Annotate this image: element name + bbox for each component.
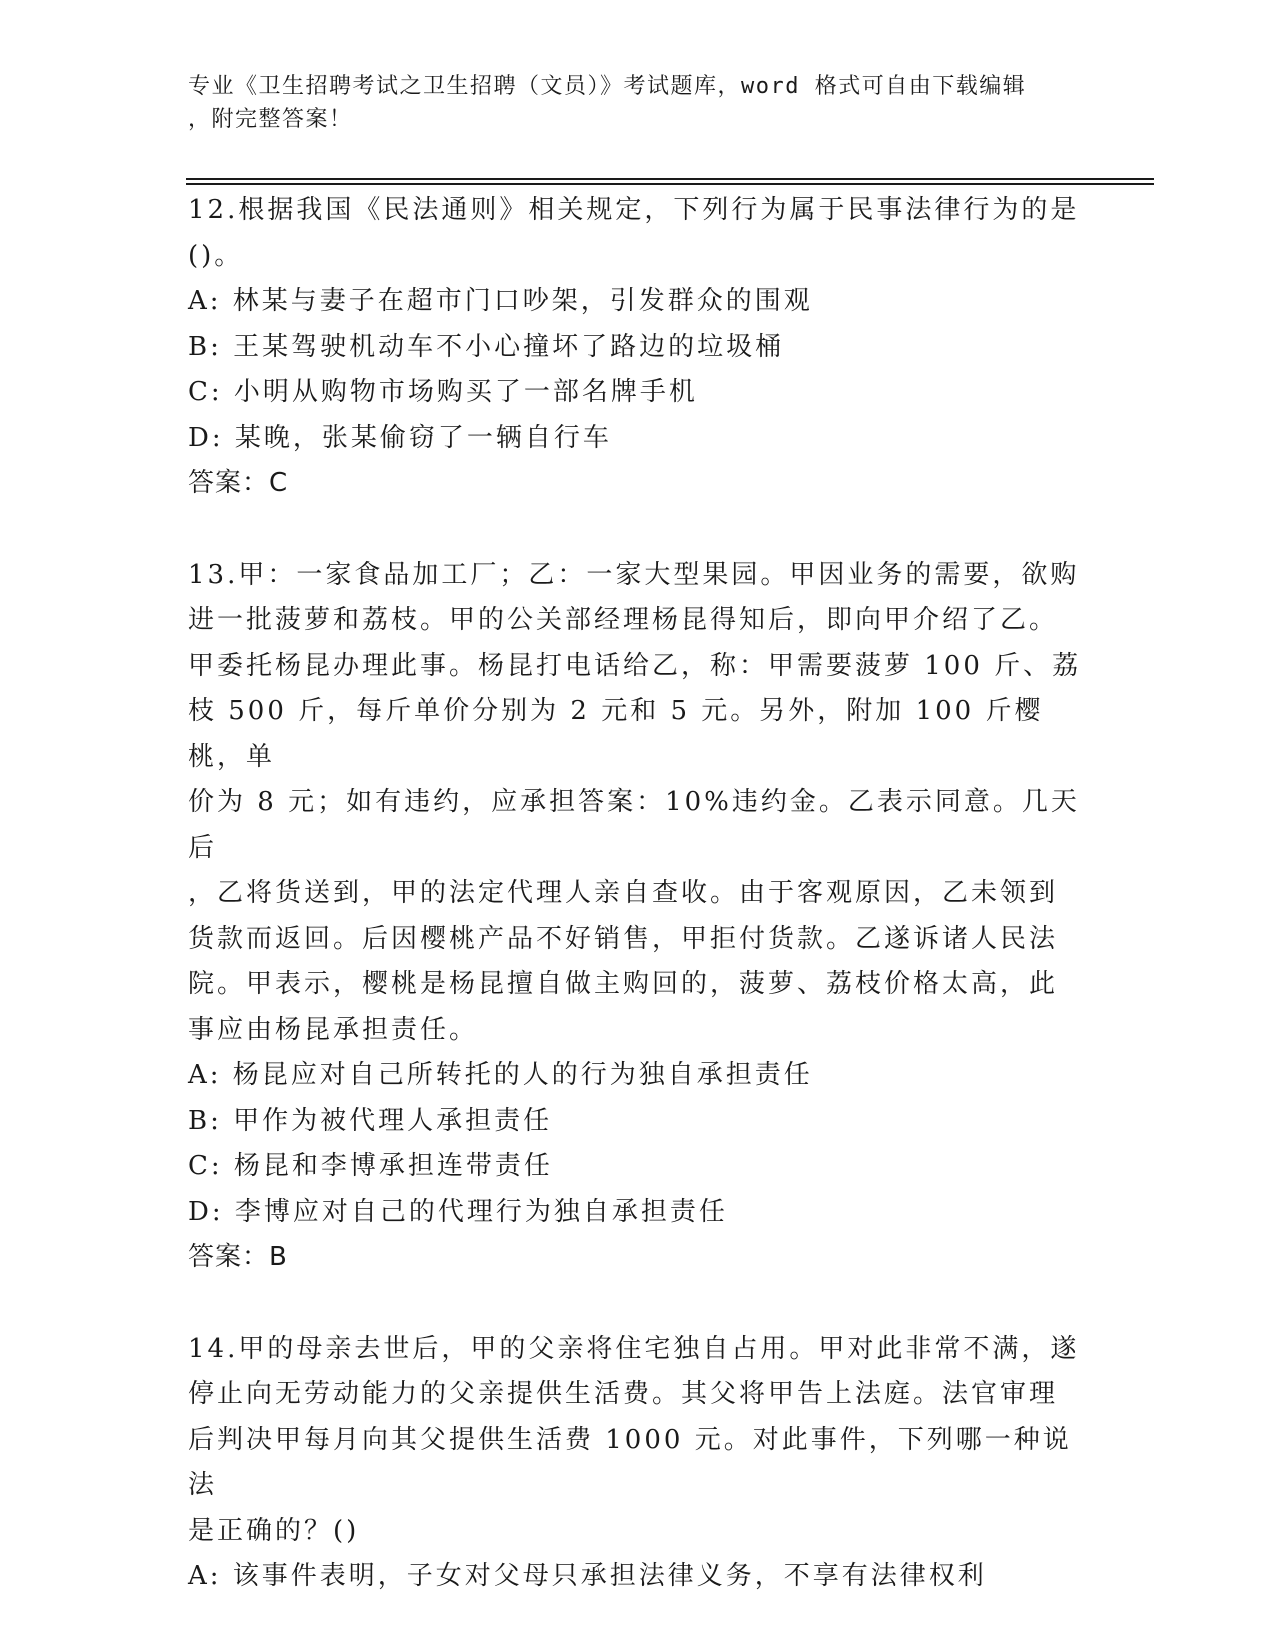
question-list bbox=[188, 188, 1088, 1600]
question-text-line: ，乙将货送到，甲的法定代理人亲自查收。由于客观原因，乙未领到 bbox=[188, 878, 1059, 908]
answer: 答案：C bbox=[188, 468, 289, 498]
option-d: D: 李博应对自己的代理行为独自承担责任 bbox=[188, 1196, 728, 1227]
option-a: A: 杨昆应对自己所转托的人的行为独自承担责任 bbox=[188, 1060, 813, 1090]
question-text-line: 甲委托杨昆办理此事。杨昆打电话给乙，称：甲需要菠萝 100 斤、荔 bbox=[188, 650, 1082, 681]
question-text-line: 12.根据我国《民法通则》相关规定，下列行为属于民事法律行为的是 bbox=[188, 195, 1080, 225]
option-b: B: 甲作为被代理人承担责任 bbox=[188, 1105, 553, 1136]
question-text-line: 事应由杨昆承担责任。 bbox=[188, 1014, 479, 1045]
question-text-line: 14.甲的母亲去世后，甲的父亲将住宅独自占用。甲对此非常不满，遂 bbox=[188, 1333, 1080, 1364]
option-c: C: 小明从购物市场购买了一部名牌手机 bbox=[188, 377, 698, 407]
header-divider-bottom bbox=[186, 183, 1154, 185]
question-14 bbox=[188, 1327, 1088, 1600]
question-13 bbox=[188, 553, 1088, 1281]
question-text-line: 院。甲表示，樱桃是杨昆擅自做主购回的，菠萝、荔枝价格太高，此 bbox=[188, 969, 1059, 999]
question-text-line: 枝 500 斤，每斤单价分别为 2 元和 5 元。另外，附加 100 斤樱桃，单 bbox=[188, 696, 1044, 772]
answer: 答案：B bbox=[188, 1242, 288, 1272]
question-text-line: 进一批菠萝和荔枝。甲的公关部经理杨昆得知后，即向甲介绍了乙。 bbox=[188, 605, 1059, 635]
question-12 bbox=[188, 188, 1088, 507]
question-text-line: 是正确的？() bbox=[188, 1515, 360, 1546]
question-text-line: ()。 bbox=[188, 240, 244, 271]
option-c: C: 杨昆和李博承担连带责任 bbox=[188, 1151, 553, 1181]
header-line-2: ，附完整答案！ bbox=[188, 107, 353, 132]
question-text-line: 13.甲：一家食品加工厂；乙：一家大型果园。甲因业务的需要，欲购 bbox=[188, 559, 1080, 590]
question-text-line: 后判决甲每月向其父提供生活费 1000 元。对此事件，下列哪一种说法 bbox=[188, 1424, 1072, 1500]
header-divider-top bbox=[186, 178, 1154, 180]
document-header bbox=[188, 70, 1088, 136]
option-a: A: 林某与妻子在超市门口吵架，引发群众的围观 bbox=[188, 286, 813, 316]
spacer bbox=[188, 1281, 1088, 1327]
option-d: D: 某晚，张某偷窃了一辆自行车 bbox=[188, 422, 612, 453]
question-text-line: 货款而返回。后因樱桃产品不好销售，甲拒付货款。乙遂诉诸人民法 bbox=[188, 923, 1059, 954]
option-a: A: 该事件表明，子女对父母只承担法律义务，不享有法律权利 bbox=[188, 1561, 987, 1591]
spacer bbox=[188, 507, 1088, 553]
option-b: B: 王某驾驶机动车不小心撞坏了路边的垃圾桶 bbox=[188, 331, 785, 362]
header-line-1: 专业《卫生招聘考试之卫生招聘（文员）》考试题库，word 格式可自由下载编辑 bbox=[188, 74, 1027, 99]
question-text-line: 价为 8 元；如有违约，应承担答案：10%违约金。乙表示同意。几天后 bbox=[188, 787, 1080, 863]
question-text-line: 停止向无劳动能力的父亲提供生活费。其父将甲告上法庭。法官审理 bbox=[188, 1379, 1059, 1409]
